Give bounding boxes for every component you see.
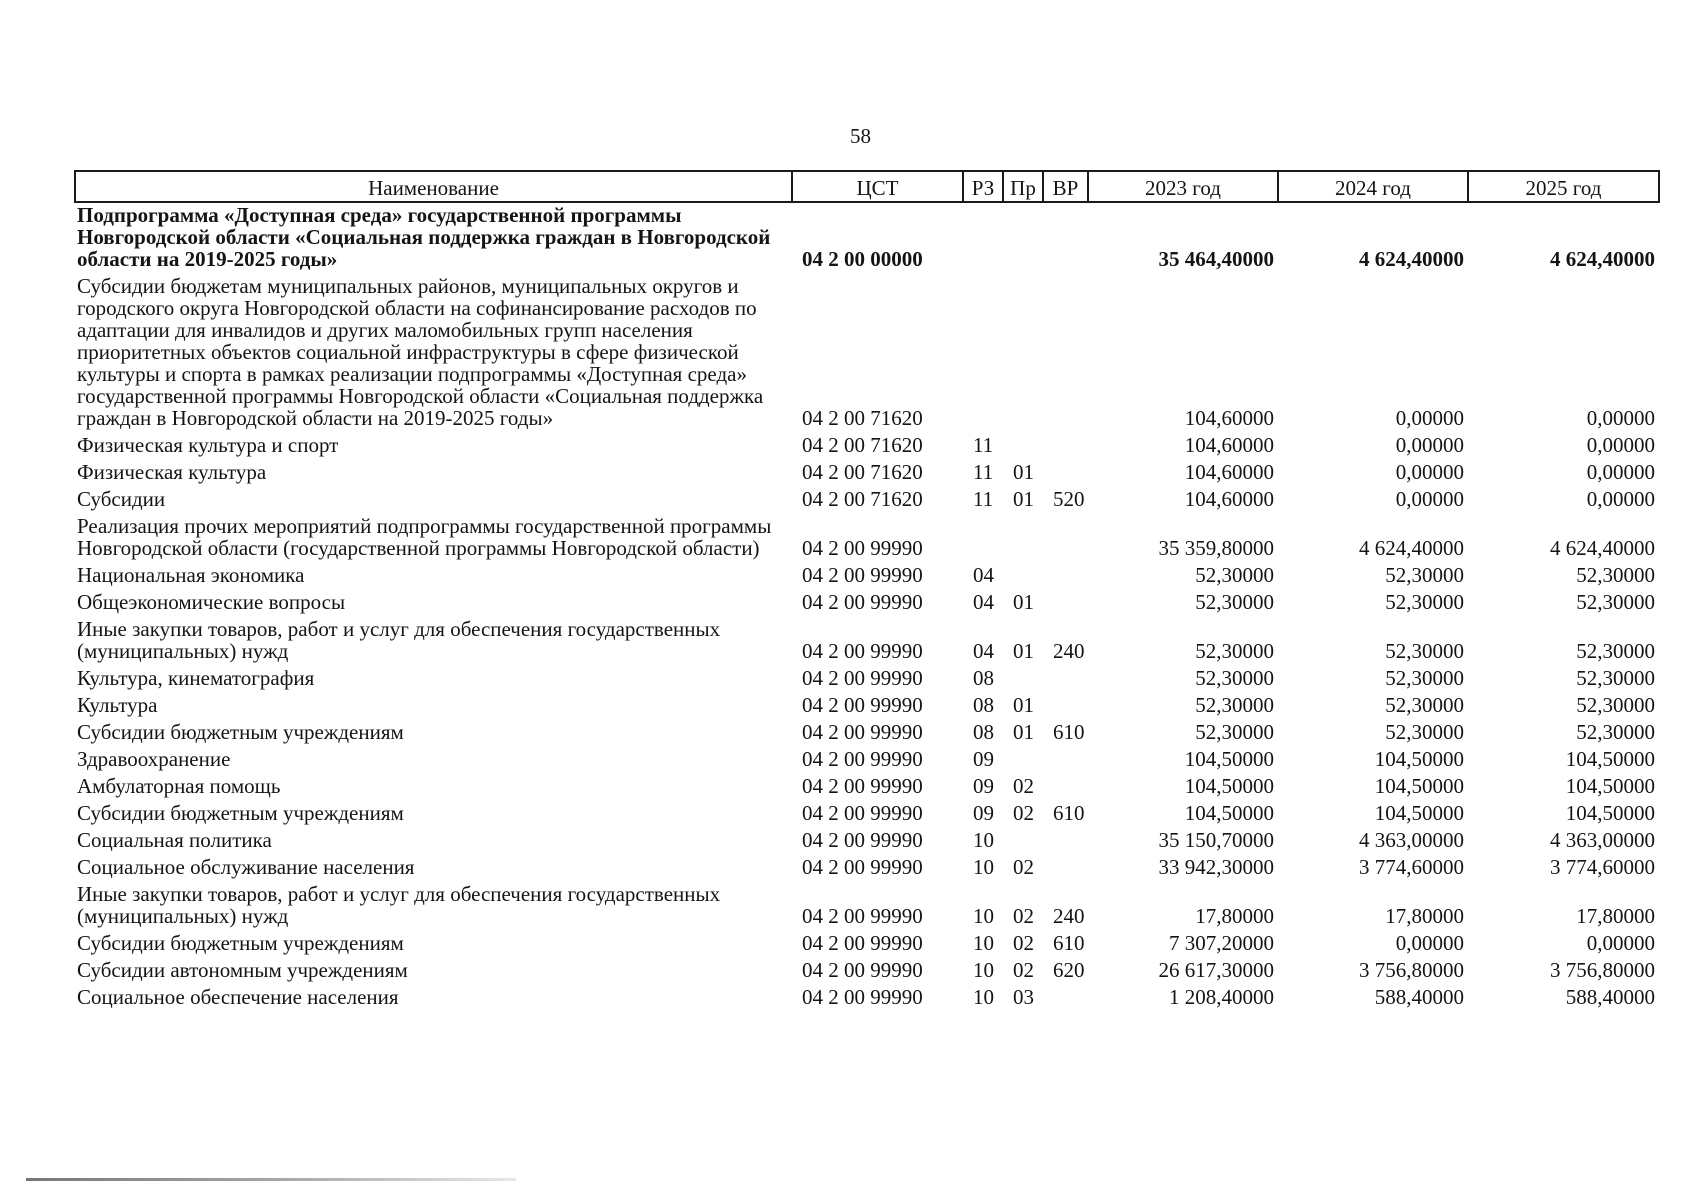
table-row xyxy=(75,985,1659,1012)
cell-vr xyxy=(1043,433,1088,460)
cell-vr xyxy=(1043,747,1088,774)
cell-rz: 10 xyxy=(973,985,994,1009)
table-row xyxy=(75,774,1659,801)
page-number: 58 xyxy=(850,124,871,148)
cell-rz: 08 xyxy=(973,693,994,717)
cell-rz: 09 xyxy=(973,774,994,798)
cell-cst: 04 2 00 71620 xyxy=(802,460,923,484)
cell-2025: 0,00000 xyxy=(1586,487,1655,511)
cell-name: Амбулаторная помощь xyxy=(77,774,281,798)
cell-vr: 240 xyxy=(1053,904,1085,928)
cell-2025: 52,30000 xyxy=(1576,666,1655,690)
header-cst: ЦСТ xyxy=(792,171,963,202)
cell-vr: 610 xyxy=(1053,931,1085,955)
table-row xyxy=(75,882,1659,931)
cell-2024: 52,30000 xyxy=(1385,666,1464,690)
cell-pr: 01 xyxy=(1013,487,1034,511)
table-row xyxy=(75,460,1659,487)
table-row xyxy=(75,617,1659,666)
scan-edge-line xyxy=(26,1178,516,1181)
cell-2023: 104,60000 xyxy=(1184,460,1274,484)
cell-cst: 04 2 00 99990 xyxy=(802,563,923,587)
cell-2023: 52,30000 xyxy=(1195,590,1274,614)
cell-cst: 04 2 00 71620 xyxy=(802,406,923,430)
cell-rz: 10 xyxy=(973,958,994,982)
header-2025: 2025 год xyxy=(1468,171,1659,202)
table-row xyxy=(75,433,1659,460)
cell-2024: 104,50000 xyxy=(1374,801,1464,825)
cell-cst: 04 2 00 99990 xyxy=(802,855,923,879)
cell-pr xyxy=(1003,514,1043,563)
cell-2025: 4 624,40000 xyxy=(1550,536,1655,560)
cell-2023: 26 617,30000 xyxy=(1158,958,1274,982)
cell-name: Социальная политика xyxy=(77,828,272,852)
header-pr: Пр xyxy=(1003,171,1043,202)
table-row xyxy=(75,274,1659,433)
table-row xyxy=(75,958,1659,985)
cell-2024: 52,30000 xyxy=(1385,590,1464,614)
cell-cst: 04 2 00 99990 xyxy=(802,958,923,982)
cell-2023: 7 307,20000 xyxy=(1169,931,1274,955)
cell-rz: 09 xyxy=(973,747,994,771)
table-row xyxy=(75,747,1659,774)
cell-name: Субсидии бюджетным учреждениям xyxy=(77,720,404,744)
cell-2024: 104,50000 xyxy=(1374,774,1464,798)
cell-rz: 09 xyxy=(973,801,994,825)
cell-pr: 02 xyxy=(1013,774,1034,798)
cell-2025: 104,50000 xyxy=(1565,747,1655,771)
cell-rz: 04 xyxy=(973,563,994,587)
budget-table xyxy=(74,170,1660,1012)
cell-2023: 52,30000 xyxy=(1195,666,1274,690)
header-name: Наименование xyxy=(75,171,792,202)
table-row xyxy=(75,693,1659,720)
cell-2023: 52,30000 xyxy=(1195,693,1274,717)
cell-vr xyxy=(1043,855,1088,882)
cell-2023: 52,30000 xyxy=(1195,720,1274,744)
cell-cst: 04 2 00 99990 xyxy=(802,801,923,825)
cell-cst: 04 2 00 99990 xyxy=(802,931,923,955)
cell-2023: 52,30000 xyxy=(1195,639,1274,663)
cell-vr xyxy=(1043,828,1088,855)
cell-2025: 0,00000 xyxy=(1586,406,1655,430)
cell-2024: 0,00000 xyxy=(1395,406,1464,430)
cell-2025: 52,30000 xyxy=(1576,563,1655,587)
cell-rz: 11 xyxy=(973,487,994,511)
cell-2025: 104,50000 xyxy=(1565,774,1655,798)
table-row xyxy=(75,590,1659,617)
cell-2025: 0,00000 xyxy=(1586,433,1655,457)
cell-vr xyxy=(1043,774,1088,801)
cell-pr: 01 xyxy=(1013,460,1034,484)
cell-2024: 104,50000 xyxy=(1374,747,1464,771)
cell-vr: 610 xyxy=(1053,720,1085,744)
table-row xyxy=(75,720,1659,747)
table-row xyxy=(75,202,1659,274)
header-2024: 2024 год xyxy=(1278,171,1468,202)
cell-cst: 04 2 00 99990 xyxy=(802,904,923,928)
cell-pr: 02 xyxy=(1013,904,1034,928)
header-2023: 2023 год xyxy=(1088,171,1278,202)
table-row xyxy=(75,563,1659,590)
cell-2024: 0,00000 xyxy=(1395,433,1464,457)
cell-vr xyxy=(1043,563,1088,590)
cell-name: Общеэкономические вопросы xyxy=(77,590,346,614)
cell-name: Социальное обслуживание населения xyxy=(77,855,415,879)
cell-cst: 04 2 00 99990 xyxy=(802,985,923,1009)
cell-2023: 35 150,70000 xyxy=(1158,828,1274,852)
cell-rz: 08 xyxy=(973,666,994,690)
cell-2025: 588,40000 xyxy=(1565,985,1655,1009)
cell-2024: 0,00000 xyxy=(1395,487,1464,511)
cell-2025: 4 363,00000 xyxy=(1550,828,1655,852)
cell-name: Здравоохранение xyxy=(77,747,231,771)
cell-cst: 04 2 00 99990 xyxy=(802,536,923,560)
cell-rz: 08 xyxy=(973,720,994,744)
cell-2025: 104,50000 xyxy=(1565,801,1655,825)
cell-2025: 52,30000 xyxy=(1576,639,1655,663)
cell-rz: 10 xyxy=(973,828,994,852)
cell-vr xyxy=(1043,514,1088,563)
cell-name: Субсидии xyxy=(77,487,166,511)
cell-cst: 04 2 00 99990 xyxy=(802,590,923,614)
cell-pr: 02 xyxy=(1013,958,1034,982)
cell-2023: 33 942,30000 xyxy=(1158,855,1274,879)
cell-cst: 04 2 00 99990 xyxy=(802,693,923,717)
cell-name: Культура, кинематография xyxy=(77,666,315,690)
cell-2024: 3 756,80000 xyxy=(1359,958,1464,982)
table-row xyxy=(75,487,1659,514)
cell-2023: 104,50000 xyxy=(1184,801,1274,825)
cell-pr xyxy=(1003,433,1043,460)
cell-2023: 52,30000 xyxy=(1195,563,1274,587)
cell-vr: 240 xyxy=(1053,639,1085,663)
cell-rz xyxy=(963,202,1003,274)
cell-name: Субсидии бюджетным учреждениям xyxy=(77,801,404,825)
cell-vr: 520 xyxy=(1053,487,1085,511)
cell-pr xyxy=(1003,666,1043,693)
cell-cst: 04 2 00 00000 xyxy=(802,247,923,271)
cell-pr xyxy=(1003,202,1043,274)
cell-2025: 52,30000 xyxy=(1576,720,1655,744)
table-row xyxy=(75,514,1659,563)
cell-2025: 3 774,60000 xyxy=(1550,855,1655,879)
header-vr: ВР xyxy=(1043,171,1088,202)
cell-vr: 620 xyxy=(1053,958,1085,982)
cell-rz: 10 xyxy=(973,931,994,955)
cell-rz: 04 xyxy=(973,590,994,614)
cell-vr xyxy=(1043,985,1088,1012)
cell-2023: 104,60000 xyxy=(1184,433,1274,457)
cell-pr: 01 xyxy=(1013,590,1034,614)
cell-2025: 52,30000 xyxy=(1576,693,1655,717)
cell-name: Иные закупки товаров, работ и услуг для обеспечения государственных (муниципальных) нужд xyxy=(77,617,721,663)
cell-2023: 104,50000 xyxy=(1184,747,1274,771)
cell-2023: 35 464,40000 xyxy=(1158,247,1274,271)
cell-2024: 17,80000 xyxy=(1385,904,1464,928)
cell-name: Иные закупки товаров, работ и услуг для обеспечения государственных (муниципальных) нужд xyxy=(77,882,721,928)
cell-name: Субсидии бюджетным учреждениям xyxy=(77,931,404,955)
cell-2025: 4 624,40000 xyxy=(1550,247,1655,271)
cell-rz xyxy=(963,514,1003,563)
cell-2023: 104,60000 xyxy=(1184,487,1274,511)
cell-2023: 17,80000 xyxy=(1195,904,1274,928)
cell-2024: 588,40000 xyxy=(1374,985,1464,1009)
cell-rz: 11 xyxy=(973,460,994,484)
cell-2023: 104,50000 xyxy=(1184,774,1274,798)
cell-2024: 3 774,60000 xyxy=(1359,855,1464,879)
cell-cst: 04 2 00 99990 xyxy=(802,666,923,690)
cell-name: Субсидии автономным учреждениям xyxy=(77,958,408,982)
cell-2025: 0,00000 xyxy=(1586,460,1655,484)
cell-pr: 02 xyxy=(1013,801,1034,825)
table-row xyxy=(75,931,1659,958)
table-row xyxy=(75,828,1659,855)
cell-2024: 52,30000 xyxy=(1385,639,1464,663)
cell-2024: 52,30000 xyxy=(1385,693,1464,717)
cell-vr xyxy=(1043,202,1088,274)
cell-vr xyxy=(1043,693,1088,720)
cell-rz: 11 xyxy=(973,433,994,457)
cell-name: Физическая культура и спорт xyxy=(77,433,339,457)
cell-pr xyxy=(1003,828,1043,855)
cell-2025: 52,30000 xyxy=(1576,590,1655,614)
cell-pr: 01 xyxy=(1013,693,1034,717)
table-body xyxy=(75,202,1659,1012)
cell-cst: 04 2 00 71620 xyxy=(802,433,923,457)
cell-2024: 0,00000 xyxy=(1395,460,1464,484)
cell-name: Реализация прочих мероприятий подпрограммы государственной программы Новгородской области (государственной программы Новгородской области) xyxy=(77,514,772,560)
cell-name: Культура xyxy=(77,693,158,717)
cell-2024: 4 624,40000 xyxy=(1359,247,1464,271)
cell-cst: 04 2 00 99990 xyxy=(802,828,923,852)
cell-name: Субсидии бюджетам муниципальных районов, муниципальных округов и городского округа Новгородской области на софинансирование расходов по адаптации для инвалидов и других маломобильных групп населения приоритетных объектов социальной инфраструктуры в сфере физической культуры и спорта в рамках реализации подпрограммы «Доступная среда» государственной программы Новгородской области «Социальная поддержка граждан в Новгородской области на 2019-2025 годы» xyxy=(77,274,764,430)
cell-pr: 03 xyxy=(1013,985,1034,1009)
cell-rz: 04 xyxy=(973,639,994,663)
cell-vr xyxy=(1043,460,1088,487)
cell-vr xyxy=(1043,274,1088,433)
cell-pr: 02 xyxy=(1013,931,1034,955)
cell-2023: 1 208,40000 xyxy=(1169,985,1274,1009)
header-rz: РЗ xyxy=(963,171,1003,202)
cell-2025: 0,00000 xyxy=(1586,931,1655,955)
cell-2023: 35 359,80000 xyxy=(1158,536,1274,560)
cell-name: Подпрограмма «Доступная среда» государственной программы Новгородской области «Социальная поддержка граждан в Новгородской области на 2019-2025 годы» xyxy=(77,203,771,271)
cell-vr xyxy=(1043,590,1088,617)
cell-cst: 04 2 00 99990 xyxy=(802,774,923,798)
cell-name: Социальное обеспечение населения xyxy=(77,985,399,1009)
cell-pr xyxy=(1003,563,1043,590)
cell-vr: 610 xyxy=(1053,801,1085,825)
cell-pr: 01 xyxy=(1013,639,1034,663)
cell-name: Национальная экономика xyxy=(77,563,305,587)
cell-vr xyxy=(1043,666,1088,693)
cell-pr: 01 xyxy=(1013,720,1034,744)
cell-2023: 104,60000 xyxy=(1184,406,1274,430)
cell-2024: 0,00000 xyxy=(1395,931,1464,955)
cell-cst: 04 2 00 99990 xyxy=(802,639,923,663)
cell-rz: 10 xyxy=(973,904,994,928)
table-row xyxy=(75,855,1659,882)
cell-2024: 4 624,40000 xyxy=(1359,536,1464,560)
cell-pr: 02 xyxy=(1013,855,1034,879)
header-row xyxy=(75,171,1659,202)
cell-cst: 04 2 00 71620 xyxy=(802,487,923,511)
cell-2024: 52,30000 xyxy=(1385,720,1464,744)
cell-pr xyxy=(1003,274,1043,433)
table-row xyxy=(75,801,1659,828)
table-row xyxy=(75,666,1659,693)
cell-2024: 4 363,00000 xyxy=(1359,828,1464,852)
cell-rz: 10 xyxy=(973,855,994,879)
cell-2024: 52,30000 xyxy=(1385,563,1464,587)
cell-cst: 04 2 00 99990 xyxy=(802,747,923,771)
cell-2025: 3 756,80000 xyxy=(1550,958,1655,982)
cell-pr xyxy=(1003,747,1043,774)
cell-cst: 04 2 00 99990 xyxy=(802,720,923,744)
cell-rz xyxy=(963,274,1003,433)
cell-name: Физическая культура xyxy=(77,460,267,484)
cell-2025: 17,80000 xyxy=(1576,904,1655,928)
